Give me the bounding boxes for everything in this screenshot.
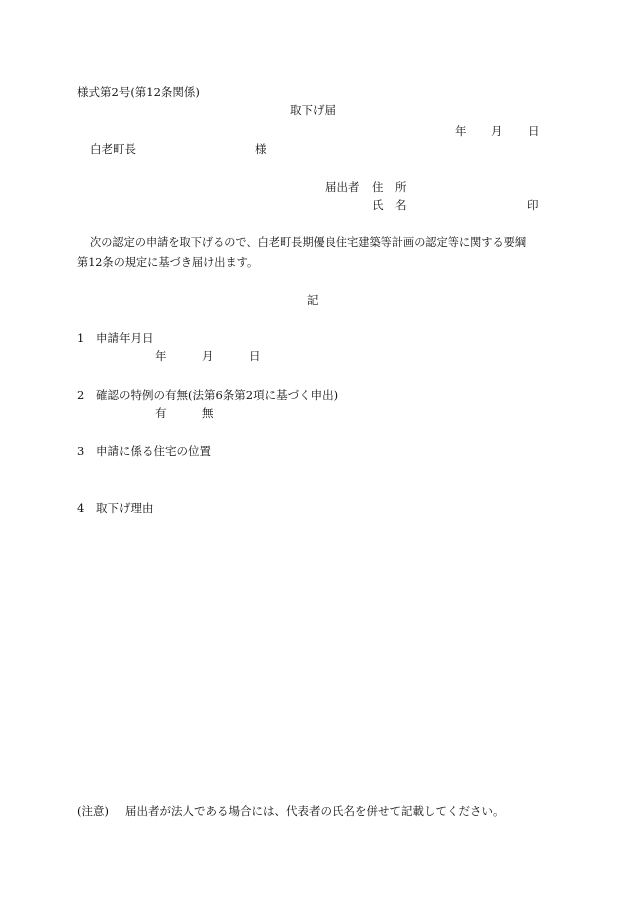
item-2-no-option: 無 xyxy=(202,406,214,420)
item-2-label: 確認の特例の有無(法第6条第2項に基づく申出) xyxy=(96,388,339,402)
form-number: 様式第2号(第12条関係) xyxy=(77,85,200,99)
applicant-address-label: 住 所 xyxy=(372,180,407,194)
date-day-label: 日 xyxy=(528,124,540,138)
note-text: 届出者が法人である場合には、代表者の氏名を併せて記載してください。 xyxy=(125,804,505,818)
addressee-name: 白老町長 xyxy=(90,142,136,156)
item-4-label: 取下げ理由 xyxy=(96,501,154,515)
document-title: 取下げ届 xyxy=(290,103,336,117)
note-label: (注意) xyxy=(77,804,109,818)
item-1-day-label: 日 xyxy=(249,349,261,363)
item-1-year-label: 年 xyxy=(155,349,167,363)
seal-mark: 印 xyxy=(527,198,539,212)
record-heading: 記 xyxy=(307,293,319,307)
body-line-1: 次の認定の申請を取下げるので、白老町長期優良住宅建築等計画の認定等に関する要綱 xyxy=(90,236,527,249)
item-1-label: 申請年月日 xyxy=(96,331,154,345)
date-month-label: 月 xyxy=(491,124,503,138)
item-2-number: 2 xyxy=(77,388,85,402)
body-line-2: 第12条の規定に基づき届け出ます。 xyxy=(77,256,259,269)
applicant-label: 届出者 xyxy=(325,180,360,194)
date-year-label: 年 xyxy=(455,124,467,138)
item-4-number: 4 xyxy=(77,501,85,515)
applicant-name-label: 氏 名 xyxy=(372,198,407,212)
item-3-number: 3 xyxy=(77,444,85,458)
item-3-label: 申請に係る住宅の位置 xyxy=(96,444,211,458)
item-1-number: 1 xyxy=(77,331,85,345)
item-2-yes-option: 有 xyxy=(155,406,167,420)
item-1-month-label: 月 xyxy=(202,349,214,363)
addressee-honorific: 様 xyxy=(255,142,267,156)
